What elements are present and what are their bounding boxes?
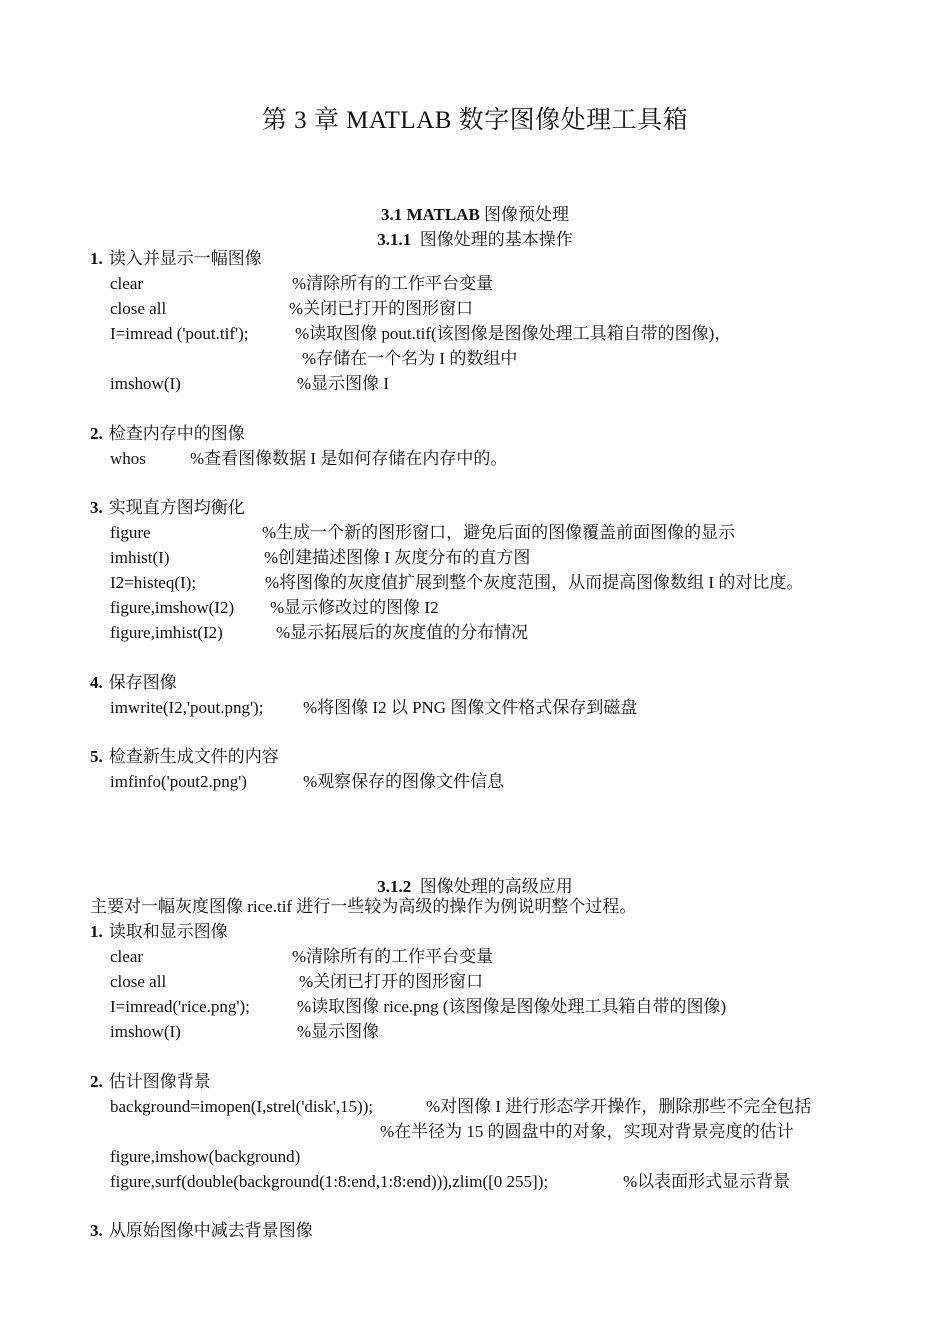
- step-number: 5.: [90, 747, 103, 766]
- step-heading: [90, 423, 245, 445]
- step-number: 4.: [90, 673, 103, 692]
- code-comment: %生成一个新的图形窗口，避免后面的图像覆盖前面图像的显示: [262, 523, 736, 542]
- code-comment: %显示修改过的图像 I2: [270, 598, 439, 617]
- code: I2=histeq(I);: [110, 573, 197, 592]
- step-heading: [90, 248, 262, 270]
- section-title: 图像处理的高级应用: [419, 877, 573, 896]
- section-title: 图像预处理: [484, 205, 570, 224]
- code-comment: %读取图像 rice.png (该图像是图像处理工具箱自带的图像): [297, 997, 727, 1016]
- section-3-1-1-heading: [0, 225, 950, 250]
- code-comment: %显示图像: [297, 1022, 380, 1041]
- section-number: 3.1 MATLAB: [380, 205, 480, 224]
- code: imfinfo('pout2.png'): [110, 772, 247, 791]
- step-title: 保存图像: [108, 673, 177, 692]
- step-number: 3.: [90, 498, 103, 517]
- section-3-1-2-heading: [0, 872, 950, 897]
- code: clear: [110, 274, 144, 293]
- code-comment: %在半径为 15 的圆盘中的对象，实现对背景亮度的估计: [380, 1122, 794, 1141]
- code-comment: %查看图像数据 I 是如何存储在内存中的。: [190, 449, 508, 468]
- code: whos: [110, 449, 146, 468]
- code-line: [110, 946, 143, 968]
- code-line: [110, 373, 181, 395]
- code-comment: %清除所有的工作平台变量: [292, 947, 494, 966]
- code: imshow(I): [110, 1022, 181, 1041]
- code: figure,imhist(I2): [110, 623, 223, 642]
- code-comment: %显示图像 I: [297, 374, 390, 393]
- code: figure: [110, 523, 151, 542]
- code-line: [110, 522, 151, 544]
- step-heading: [90, 497, 245, 519]
- step-number: 2.: [90, 1072, 103, 1091]
- code: close all: [110, 299, 167, 318]
- code-line: [110, 1146, 300, 1168]
- code-line: [110, 273, 143, 295]
- step-heading: [90, 1220, 313, 1242]
- code-comment: %读取图像 pout.tif(该图像是图像处理工具箱自带的图像)，: [295, 324, 732, 343]
- code: imwrite(I2,'pout.png');: [110, 698, 264, 717]
- section-number: 3.1.2: [377, 877, 412, 896]
- step-title: 读入并显示一幅图像: [108, 249, 262, 268]
- code-comment: %将图像的灰度值扩展到整个灰度范围，从而提高图像数组 I 的对比度。: [265, 573, 804, 592]
- code: close all: [110, 972, 167, 991]
- step-title: 检查内存中的图像: [108, 424, 245, 443]
- code-comment: %清除所有的工作平台变量: [292, 274, 494, 293]
- step-heading: [90, 672, 177, 694]
- code: imhist(I): [110, 548, 170, 567]
- code: I=imread('rice.png');: [110, 997, 250, 1016]
- code-line: [110, 572, 196, 594]
- step-heading: [90, 746, 279, 768]
- code-comment: %观察保存的图像文件信息: [303, 772, 505, 791]
- section-3-1-heading: [0, 200, 950, 225]
- code-line: [110, 597, 234, 619]
- step-title: 实现直方图均衡化: [108, 498, 245, 517]
- step-heading: [90, 921, 228, 943]
- step-title: 检查新生成文件的内容: [108, 747, 279, 766]
- code-line: [110, 971, 166, 993]
- code: figure,imshow(I2): [110, 598, 235, 617]
- code: background=imopen(I,strel('disk',15));: [110, 1097, 374, 1116]
- page-title: 第 3 章 MATLAB 数字图像处理工具箱: [261, 107, 689, 134]
- code: I=imread ('pout.tif');: [110, 324, 249, 343]
- code-comment: %显示拓展后的灰度值的分布情况: [276, 623, 529, 642]
- step-number: 3.: [90, 1221, 103, 1240]
- code-comment: %存储在一个名为 I 的数组中: [302, 349, 518, 368]
- step-number: 1.: [90, 922, 103, 941]
- code-line: [110, 697, 263, 719]
- code-comment: %关闭已打开的图形窗口: [299, 972, 484, 991]
- code-line: [110, 771, 247, 793]
- code-comment: %创建描述图像 I 灰度分布的直方图: [264, 548, 531, 567]
- code-comment: %以表面形式显示背景: [623, 1172, 791, 1191]
- step-title: 读取和显示图像: [108, 922, 228, 941]
- code-line: [110, 323, 248, 345]
- code-comment: %将图像 I2 以 PNG 图像文件格式保存到磁盘: [303, 698, 638, 717]
- code-line: [110, 1171, 548, 1193]
- code-line: [110, 1096, 373, 1118]
- code: figure,imshow(background): [110, 1147, 301, 1166]
- step-title: 从原始图像中减去背景图像: [108, 1221, 313, 1240]
- code: figure,surf(double(background(1:8:end,1:8:end))),zlim([0 255]);: [110, 1172, 549, 1191]
- section-number: 3.1.1: [377, 230, 412, 249]
- code-line: [110, 622, 223, 644]
- section-title: 图像处理的基本操作: [419, 230, 573, 249]
- code-comment: %对图像 I 进行形态学开操作，删除那些不完全包括: [426, 1097, 812, 1116]
- intro-paragraph: 主要对一幅灰度图像 rice.tif 进行一些较为高级的操作为例说明整个过程。: [90, 897, 637, 916]
- step-heading: [90, 1071, 211, 1093]
- code-line: [110, 448, 146, 470]
- code-line: [110, 547, 170, 569]
- code-line: [110, 298, 166, 320]
- step-number: 1.: [90, 249, 103, 268]
- code-line: [110, 996, 250, 1018]
- code-line: [110, 1021, 181, 1043]
- code: imshow(I): [110, 374, 181, 393]
- code-comment: %关闭已打开的图形窗口: [289, 299, 474, 318]
- code: clear: [110, 947, 144, 966]
- step-title: 估计图像背景: [108, 1072, 211, 1091]
- step-number: 2.: [90, 424, 103, 443]
